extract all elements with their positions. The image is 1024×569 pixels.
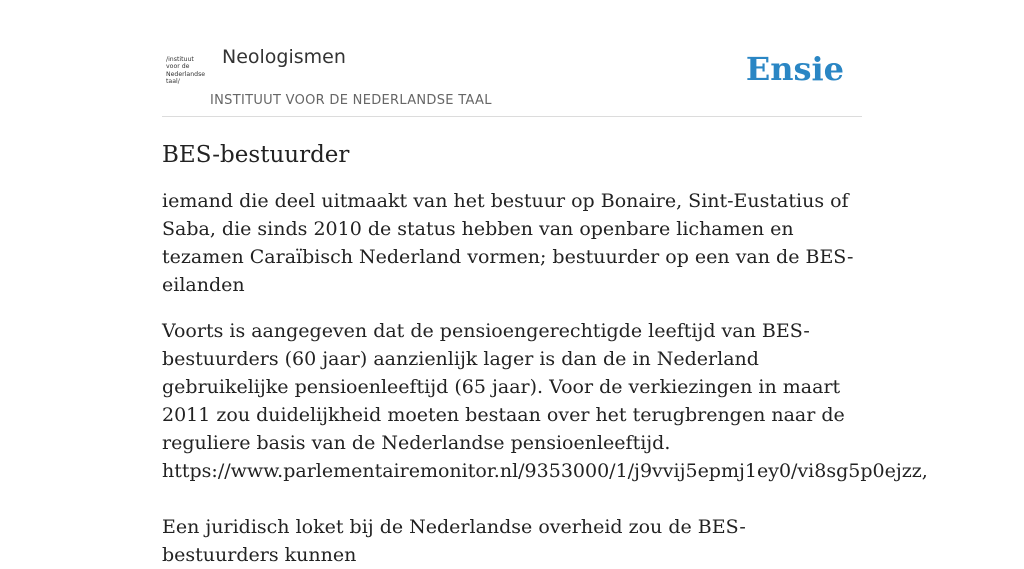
example-text: Een juridisch loket bij de Nederlandse overheid zou de BES-bestuurders kunnen [162,516,746,566]
institute-name: INSTITUUT VOOR DE NEDERLANDSE TAAL [210,93,492,108]
logo-line: voor de [166,63,190,71]
logo-line: Nederlandse [166,70,206,78]
entry-word: BES-bestuurder [162,142,350,168]
header [162,40,862,117]
example-text: Voorts is aangegeven dat de pensioengerechtigde leeftijd van BES-bestuurders (60 jaar) aanzienlijk lager is dan de in Nederland gebruikelijke pensioenleeftijd (65 jaar). Voor de verkiezingen in maart 2011 zou duidelijkheid moeten bestaan over het terugbrengen naar de reguliere basis van de Nederlandse pensioenleeftijd. [162,320,845,454]
entry-definition: iemand die deel uitmaakt van het bestuur op Bonaire, Sint-Eustatius of Saba, die sinds 2010 de status hebben van openbare lichamen en tezamen Caraïbisch Nederland vormen; bestuurder op een van de BES-eilanden [162,190,854,296]
ensie-brand-logo[interactable]: Ensie [745,50,844,88]
entry-example [162,317,928,569]
example-source-url: https://www.parlementairemonitor.nl/9353000/1/j9vvij5epmj1ey0/vi8sg5p0ejzz, [162,460,928,482]
institute-logo[interactable] [166,56,208,86]
example-spacer [162,485,862,513]
entry-content [162,138,928,569]
site-title[interactable]: Neologismen [222,46,346,68]
logo-line: /instituut [166,56,194,63]
logo-line: taal/ [166,78,180,86]
